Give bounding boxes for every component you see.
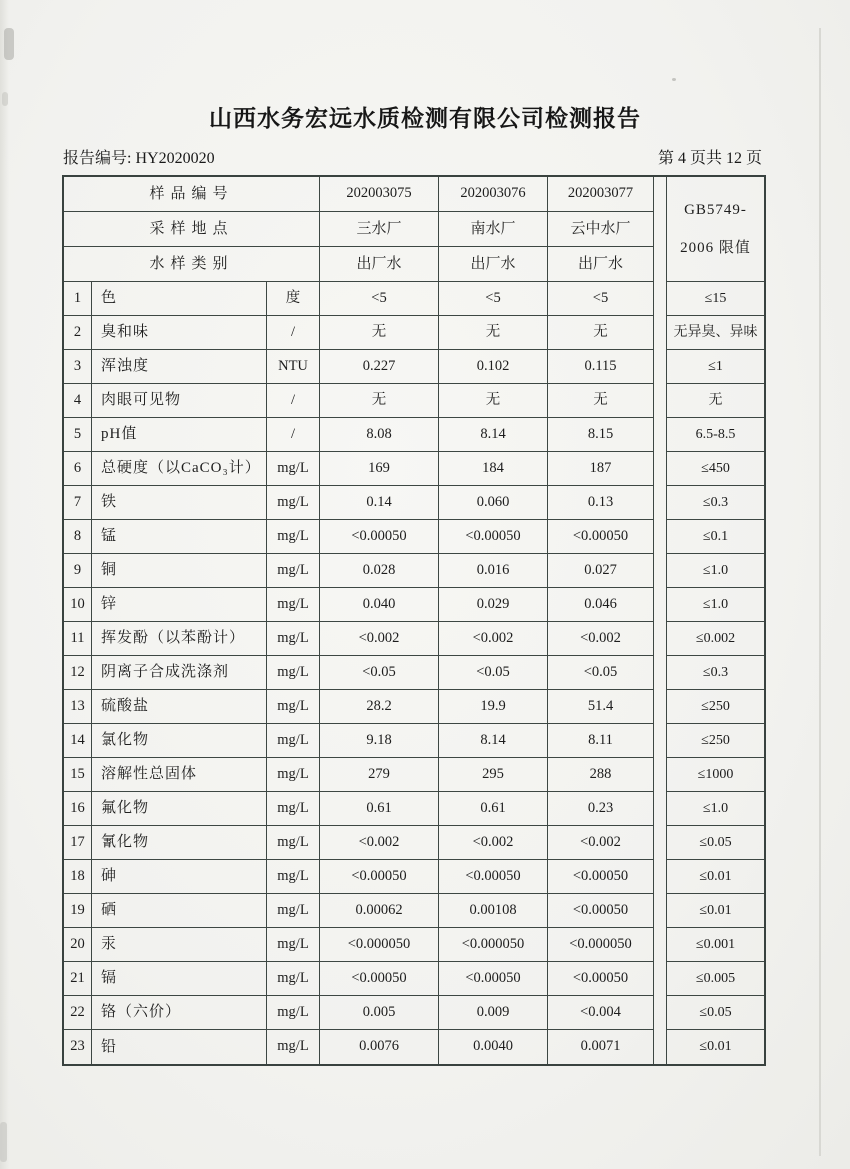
report-number [63,145,219,168]
row-number: 3 [64,350,92,384]
spacer-cell [654,928,667,962]
header-sample-no-2: 202003076 [439,177,548,212]
value-sample-1: 0.00062 [320,894,439,928]
header-type-label: 水样类别 [64,247,320,282]
parameter-unit: / [267,384,320,418]
spacer-cell [654,622,667,656]
header-type-2: 出厂水 [439,247,548,282]
row-number: 13 [64,690,92,724]
limit-value: 无 [667,384,764,418]
parameter-unit: mg/L [267,928,320,962]
value-sample-3: <0.000050 [548,928,654,962]
row-number: 12 [64,656,92,690]
header-location-label: 采样地点 [64,212,320,247]
value-sample-3: 8.15 [548,418,654,452]
spacer-cell [654,350,667,384]
value-sample-1: <0.05 [320,656,439,690]
parameter-unit: mg/L [267,622,320,656]
value-sample-2: <0.00050 [439,962,548,996]
value-sample-2: 0.029 [439,588,548,622]
value-sample-1: 0.040 [320,588,439,622]
parameter-name: 浑浊度 [92,350,267,384]
parameter-unit: mg/L [267,486,320,520]
parameter-unit: mg/L [267,894,320,928]
header-type-3: 出厂水 [548,247,654,282]
parameter-name: 铅 [92,1030,267,1064]
value-sample-1: 169 [320,452,439,486]
value-sample-3: <0.00050 [548,894,654,928]
spacer-cell [654,724,667,758]
parameter-unit: / [267,418,320,452]
parameter-name: 臭和味 [92,316,267,350]
report-number-value: HY2020020 [135,150,215,167]
parameter-name: 氟化物 [92,792,267,826]
limit-value: ≤0.002 [667,622,764,656]
spacer-cell [654,826,667,860]
parameter-name: 阴离子合成洗涤剂 [92,656,267,690]
spacer-cell [654,1030,667,1064]
parameter-unit: mg/L [267,656,320,690]
value-sample-2: <0.00050 [439,860,548,894]
header-sample-no-3: 202003077 [548,177,654,212]
parameter-name: 硫酸盐 [92,690,267,724]
parameter-unit: mg/L [267,962,320,996]
parameter-name: 铁 [92,486,267,520]
report-title: 山西水务宏远水质检测有限公司检测报告 [209,105,641,131]
value-sample-2: 184 [439,452,548,486]
header-location-3: 云中水厂 [548,212,654,247]
value-sample-2: 8.14 [439,724,548,758]
parameter-unit: / [267,316,320,350]
spacer-cell [654,894,667,928]
parameter-name: 汞 [92,928,267,962]
parameter-unit: mg/L [267,860,320,894]
results-table [62,175,766,1066]
parameter-unit: mg/L [267,826,320,860]
value-sample-2: 无 [439,316,548,350]
limit-value: ≤0.005 [667,962,764,996]
value-sample-3: 0.115 [548,350,654,384]
row-number: 10 [64,588,92,622]
row-number: 16 [64,792,92,826]
value-sample-2: 295 [439,758,548,792]
parameter-unit: mg/L [267,452,320,486]
value-sample-3: 0.0071 [548,1030,654,1064]
limit-value: ≤0.3 [667,486,764,520]
row-number: 9 [64,554,92,588]
value-sample-1: 0.227 [320,350,439,384]
limit-value: ≤1.0 [667,554,764,588]
limit-value: ≤250 [667,690,764,724]
parameter-name: 硒 [92,894,267,928]
parameter-unit: mg/L [267,520,320,554]
header-sample-no-label: 样品编号 [64,177,320,212]
value-sample-2: <0.05 [439,656,548,690]
value-sample-2: <5 [439,282,548,316]
spacer-cell [654,962,667,996]
value-sample-2: 0.060 [439,486,548,520]
spacer-cell [654,316,667,350]
parameter-unit: mg/L [267,758,320,792]
row-number: 19 [64,894,92,928]
value-sample-3: 8.11 [548,724,654,758]
value-sample-1: <0.00050 [320,860,439,894]
row-number: 17 [64,826,92,860]
spacer-column [654,177,667,282]
spacer-cell [654,520,667,554]
spacer-cell [654,996,667,1030]
spacer-cell [654,554,667,588]
value-sample-3: 0.027 [548,554,654,588]
row-number: 4 [64,384,92,418]
parameter-name: 色 [92,282,267,316]
parameter-name: 挥发酚（以苯酚计） [92,622,267,656]
limit-column-header [667,177,764,282]
row-number: 18 [64,860,92,894]
value-sample-1: <0.00050 [320,962,439,996]
value-sample-3: 无 [548,384,654,418]
spacer-cell [654,758,667,792]
parameter-name: 锰 [92,520,267,554]
parameter-name: pH值 [92,418,267,452]
value-sample-1: <0.002 [320,826,439,860]
header-location-1: 三水厂 [320,212,439,247]
limit-value: ≤250 [667,724,764,758]
spacer-cell [654,384,667,418]
parameter-name: 溶解性总固体 [92,758,267,792]
value-sample-2: <0.002 [439,622,548,656]
row-number: 2 [64,316,92,350]
value-sample-1: 无 [320,316,439,350]
value-sample-2: <0.00050 [439,520,548,554]
value-sample-1: <0.00050 [320,520,439,554]
limit-value: ≤0.01 [699,1039,732,1055]
parameter-unit: mg/L [267,996,320,1030]
value-sample-3: 187 [548,452,654,486]
value-sample-2: <0.000050 [439,928,548,962]
limit-value: ≤1.0 [667,792,764,826]
limit-value: ≤450 [667,452,764,486]
parameter-unit: mg/L [267,1030,320,1064]
value-sample-2: 0.009 [439,996,548,1030]
value-sample-1: 0.61 [320,792,439,826]
value-sample-1: 9.18 [320,724,439,758]
report-number-label: 报告编号: [63,150,132,167]
value-sample-1: 无 [320,384,439,418]
value-sample-3: 288 [548,758,654,792]
page-indicator: 第 4 页共 12 页 [657,150,762,167]
parameter-name: 铬（六价） [92,996,267,1030]
row-number: 6 [64,452,92,486]
scan-smudge-bottom-left [0,1122,7,1162]
spacer-cell [654,690,667,724]
value-sample-1: 279 [320,758,439,792]
value-sample-2: 0.016 [439,554,548,588]
header-type-1: 出厂水 [320,247,439,282]
limit-value: ≤0.1 [667,520,764,554]
limit-header-line2: 2006 限值 [680,239,751,256]
row-number: 1 [64,282,92,316]
row-number: 5 [64,418,92,452]
row-number: 22 [64,996,92,1030]
parameter-name: 氯化物 [92,724,267,758]
value-sample-2: <0.002 [439,826,548,860]
value-sample-2: 0.102 [439,350,548,384]
value-sample-3: 无 [548,316,654,350]
value-sample-1: <5 [320,282,439,316]
parameter-unit: mg/L [267,554,320,588]
parameter-unit: mg/L [267,588,320,622]
value-sample-3: <5 [548,282,654,316]
header-location-2: 南水厂 [439,212,548,247]
value-sample-1: 0.14 [320,486,439,520]
value-sample-3: <0.004 [548,996,654,1030]
spacer-cell [654,418,667,452]
value-sample-1: 0.005 [320,996,439,1030]
spacer-cell [654,486,667,520]
parameter-name: 镉 [92,962,267,996]
value-sample-3: 51.4 [548,690,654,724]
row-number: 20 [64,928,92,962]
limit-value: ≤15 [667,282,764,316]
limit-value: ≤0.3 [667,656,764,690]
parameter-name: 砷 [92,860,267,894]
value-sample-3: 0.13 [548,486,654,520]
value-sample-2: 19.9 [439,690,548,724]
parameter-name: 肉眼可见物 [92,384,267,418]
row-number: 21 [64,962,92,996]
spacer-cell [654,656,667,690]
parameter-name: 总硬度（以CaCO₃计） [92,452,267,486]
limit-value: ≤1 [667,350,764,384]
value-sample-3: <0.002 [548,622,654,656]
value-sample-2: 0.00108 [439,894,548,928]
parameter-name: 锌 [92,588,267,622]
parameter-name: 氰化物 [92,826,267,860]
value-sample-3: <0.05 [548,656,654,690]
value-sample-3: <0.002 [548,826,654,860]
spacer-cell [654,452,667,486]
parameter-unit: NTU [267,350,320,384]
value-sample-3: <0.00050 [548,860,654,894]
row-number: 8 [64,520,92,554]
value-sample-3: 0.23 [548,792,654,826]
value-sample-1: 0.028 [320,554,439,588]
value-sample-3: <0.00050 [548,962,654,996]
parameter-unit: 度 [267,282,320,316]
limit-value: ≤1000 [667,758,764,792]
parameter-unit: mg/L [267,792,320,826]
row-number: 7 [64,486,92,520]
spacer-cell [654,860,667,894]
scan-smudge-top-left [4,28,14,60]
limit-value: ≤0.05 [667,996,764,1030]
limit-header-line1: GB5749- [684,202,747,218]
limit-value: 6.5-8.5 [667,418,764,452]
scan-speck [672,78,676,81]
row-number: 14 [64,724,92,758]
row-number: 23 [64,1030,92,1064]
spacer-cell [654,792,667,826]
limit-value: ≤0.01 [667,860,764,894]
limit-value: ≤1.0 [667,588,764,622]
header-sample-no-1: 202003075 [320,177,439,212]
value-sample-1: <0.002 [320,622,439,656]
row-number: 11 [64,622,92,656]
value-sample-1: 28.2 [320,690,439,724]
parameter-unit: mg/L [267,724,320,758]
limit-value: ≤0.01 [667,894,764,928]
limit-value: ≤0.001 [667,928,764,962]
row-number: 15 [64,758,92,792]
scan-edge-left [0,0,9,1169]
value-sample-2: 无 [439,384,548,418]
parameter-unit: mg/L [267,690,320,724]
report-meta-row [63,145,762,168]
value-sample-3: 0.046 [548,588,654,622]
value-sample-2: 0.0040 [439,1030,548,1064]
value-sample-1: <0.000050 [320,928,439,962]
value-sample-2: 0.61 [439,792,548,826]
scan-line-right [819,28,821,1156]
value-sample-3: <0.00050 [548,520,654,554]
value-sample-2: 8.14 [439,418,548,452]
parameter-name: 铜 [92,554,267,588]
limit-value: 无异臭、异味 [667,316,764,350]
spacer-cell [654,282,667,316]
limit-value: ≤0.05 [667,826,764,860]
value-sample-1: 0.0076 [320,1030,439,1064]
value-sample-1: 8.08 [320,418,439,452]
spacer-cell [654,588,667,622]
